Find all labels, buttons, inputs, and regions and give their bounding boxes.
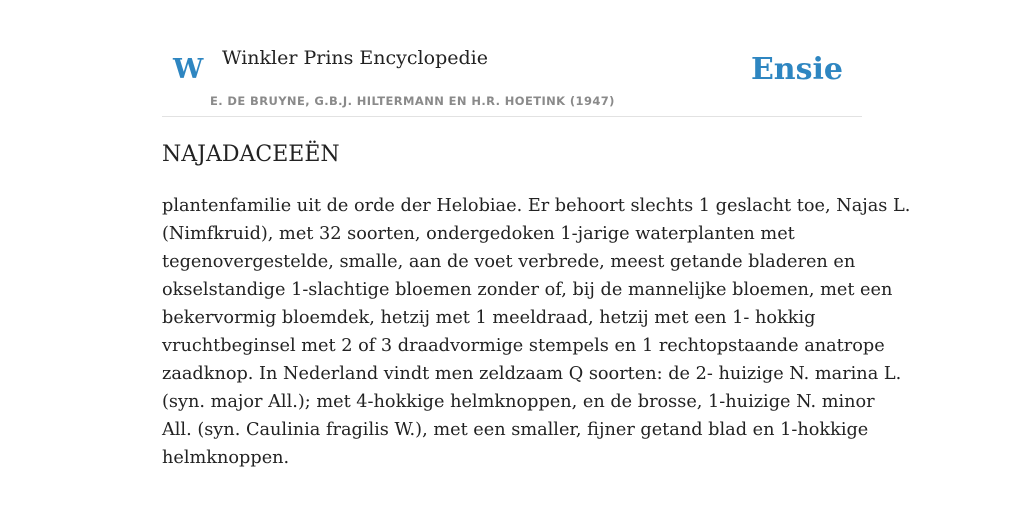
entry-body-line: okselstandige 1-slachtige bloemen zonder of, bij de mannelijke bloemen, met een bbox=[162, 280, 893, 300]
source-authors: E. DE BRUYNE, G.B.J. HILTERMANN EN H.R. HOETINK (1947) bbox=[210, 94, 615, 108]
ensie-logo[interactable]: Ensie bbox=[750, 52, 843, 87]
entry-body-line: tegenovergestelde, smalle, aan de voet verbrede, meest getande bladeren en bbox=[162, 252, 856, 272]
entry-body-line: (syn. major All.); met 4-hokkige helmknoppen, en de brosse, 1-huizige N. minor bbox=[162, 392, 875, 412]
site-header bbox=[162, 0, 862, 117]
entry-body-line: zaadknop. In Nederland vindt men zeldzaam Q soorten: de 2- huizige N. marina L. bbox=[162, 364, 902, 384]
entry-title: NAJADACEEËN bbox=[162, 142, 340, 167]
entry-body bbox=[162, 192, 911, 472]
entry-body-line: All. (syn. Caulinia fragilis W.), met een smaller, fijner getand blad en 1-hokkige bbox=[162, 420, 869, 440]
winkler-prins-logo[interactable]: W bbox=[173, 54, 204, 85]
entry-body-line: helmknoppen. bbox=[162, 448, 290, 468]
entry-body-line: (Nimfkruid), met 32 soorten, ondergedoken 1-jarige waterplanten met bbox=[162, 224, 795, 244]
source-title[interactable]: Winkler Prins Encyclopedie bbox=[222, 47, 488, 69]
entry-body-line: plantenfamilie uit de orde der Helobiae. Er behoort slechts 1 geslacht toe, Najas L. bbox=[162, 196, 911, 216]
entry-body-line: vruchtbeginsel met 2 of 3 draadvormige stempels en 1 rechtopstaande anatrope bbox=[162, 336, 885, 356]
entry-body-line: bekervormig bloemdek, hetzij met 1 meeldraad, hetzij met een 1- hokkig bbox=[162, 308, 816, 328]
